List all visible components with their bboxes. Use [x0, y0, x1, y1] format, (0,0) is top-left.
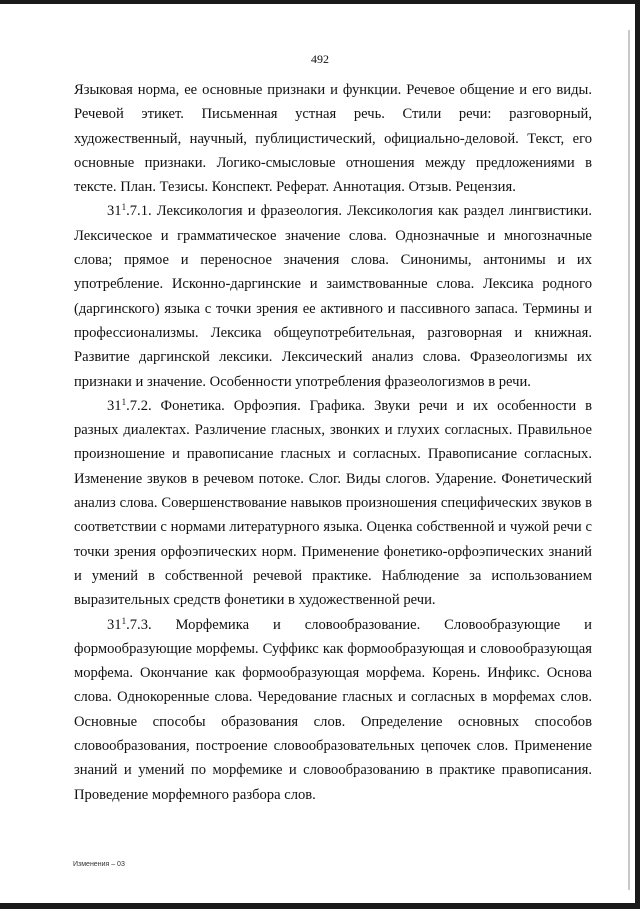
paragraph-morphemics: [74, 613, 592, 807]
scan-edge-right: [635, 0, 640, 909]
scan-edge-shadow: [628, 30, 630, 890]
scan-edge-top: [0, 0, 640, 4]
paragraph-text: .7.3. Морфемика и словообразование. Словообразующие и формообразующие морфемы. Суффикс как формообразующая и словообразующая морфема. Окончание как формообразующая морфема. Корень. Инфикс. Основа слова. Однокоренные слова. Чередование гласных и согласных в морфемах слов. Основные способы образования слов. Определение основных способов словообразования, построение словообразовательных цепочек слов. Применение знаний и умений по морфемике и словообразованию в практике правописания. Проведение морфемного разбора слов.: [74, 616, 592, 803]
paragraph-phonetics: [74, 394, 592, 613]
paragraph-intro: [74, 78, 592, 199]
paragraph-text: .7.1. Лексикология и фразеология. Лексикология как раздел лингвистики. Лексическое и грамматическое значение слова. Однозначные и многозначные слова; прямое и переносное значения слова. Синонимы, антонимы и их употребление. Исконно-даргинские и заимствованные слова. Лексика родного (даргинского) языка с точки зрения ее активного и пассивного запаса. Термины и профессионализмы. Лексика общеупотребительная, разговорная и книжная. Развитие даргинской лексики. Лексический анализ слова. Фразеологизмы их признаки и значение. Особенности употребления фразеологизмов в речи.: [74, 203, 592, 390]
section-number: 31: [107, 616, 122, 633]
paragraph-text: Языковая норма, ее основные признаки и функции. Речевое общение и его виды. Речевой этикет. Письменная устная речь. Стили речи: разговорный, художественный, научный, публицистический, официально-деловой. Текст, его основные признаки. Логико-смысловые отношения между предложениями в тексте. План. Тезисы. Конспект. Реферат. Аннотация. Отзыв. Рецензия.: [74, 82, 592, 196]
paragraph-lexicology: [74, 199, 592, 393]
section-superscript: 1: [121, 615, 127, 626]
scan-edge-bottom: [0, 903, 640, 909]
paragraph-text: .7.2. Фонетика. Орфоэпия. Графика. Звуки речи и их особенности в разных диалектах. Различение гласных, звонких и глухих согласных. Правильное произношение и правописание гласных и согласных. Правописание согласных. Изменение звуков в речевом потоке. Слог. Виды слогов. Ударение. Фонетический анализ слова. Совершенствование навыков произношения специфических звуков в соответствии с нормами литературного языка. Оценка собственной и чужой речи с точки зрения орфоэпических норм. Применение фонетико-орфоэпических знаний и умений в собственной речевой практике. Наблюдение за использованием выразительных средств фонетики в художественной речи.: [74, 397, 592, 609]
body-text: [74, 78, 592, 807]
section-superscript: 1: [121, 202, 127, 213]
page-number: 492: [311, 52, 329, 66]
footer-revision-note: Изменения – 03: [73, 861, 125, 868]
section-number: 31: [107, 203, 122, 220]
section-superscript: 1: [121, 396, 127, 407]
section-number: 31: [107, 397, 122, 414]
